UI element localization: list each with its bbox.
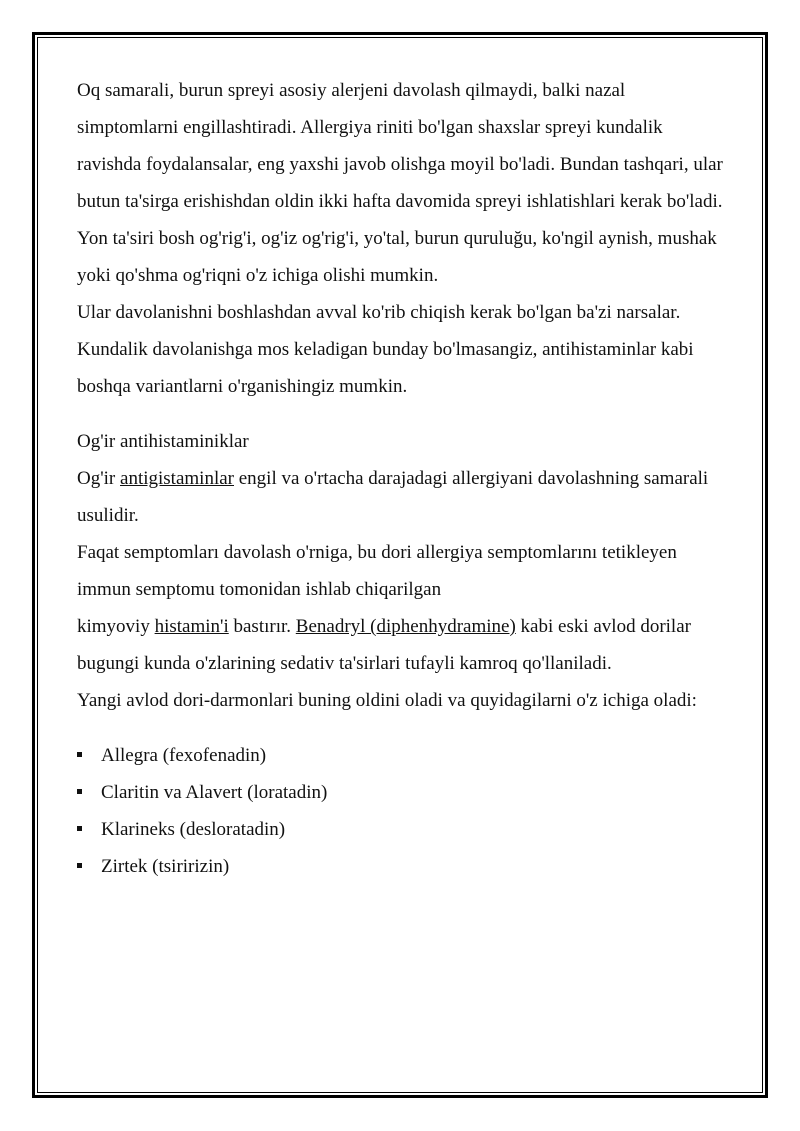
paragraph-gap bbox=[77, 719, 727, 737]
list-item bbox=[77, 774, 727, 811]
list-item bbox=[77, 737, 727, 774]
list-item-label: Klarineks (desloratadin) bbox=[101, 819, 286, 840]
paragraph-nasal-spray: Oq samarali, burun spreyi asosiy alerjeni davolash qilmaydi, balki nazal simptomlarni engillashtiradi. Allergiya riniti bo'lgan shaxslar spreyi kundalik ravishda foydalansalar, eng yaxshi javob olishga moyil bo'ladi. Bundan tashqari, ular butun ta'sirga erishishdan oldin ikki hafta davomida spreyi ishlatishlari kerak bo'ladi. bbox=[77, 80, 723, 212]
list-item-label: Zirtek (tsiririzin) bbox=[101, 856, 230, 877]
list-item bbox=[77, 848, 727, 885]
document-body bbox=[77, 72, 727, 885]
text-segment: bastırır. bbox=[228, 616, 296, 637]
list-item-label: Allegra (fexofenadin) bbox=[101, 745, 267, 766]
antigistaminlar-link[interactable]: antigistaminlar bbox=[120, 468, 234, 489]
paragraph-mechanism bbox=[77, 534, 727, 682]
paragraph-considerations: Ular davolanishni boshlashdan avval ko'rib chiqish kerak bo'lgan ba'zi narsalar. Kundalik davolanishga mos keladigan bunday bo'lmasangiz, antihistaminlar kabi boshqa variantlarni o'rganishingiz mumkin. bbox=[77, 302, 694, 397]
list-item-label: Claritin va Alavert (loratadin) bbox=[101, 782, 328, 803]
benadryl-link[interactable]: Benadryl (diphenhydramine) bbox=[295, 616, 516, 637]
text-segment: Og'ir bbox=[77, 468, 121, 489]
text-segment: kimyoviy bbox=[77, 616, 155, 637]
text-segment: engil va o'rtacha darajadagi allergiyani davolashning samarali usulidir. bbox=[77, 468, 709, 526]
list-item bbox=[77, 811, 727, 848]
paragraph-side-effects: Yon ta'siri bosh og'rig'i, og'iz og'rig'i, yo'tal, burun quruluğu, ko'ngil aynish, mushak yoki qo'shma og'riqni o'z ichiga olishi mumkin. bbox=[77, 228, 717, 286]
histamine-link[interactable]: histamin'i bbox=[154, 616, 229, 637]
paragraph-gap bbox=[77, 405, 727, 423]
square-bullet-icon bbox=[77, 789, 82, 794]
square-bullet-icon bbox=[77, 752, 82, 757]
square-bullet-icon bbox=[77, 826, 82, 831]
paragraph-new-generation: Yangi avlod dori-darmonlari buning oldini oladi va quyidagilarni o'z ichiga oladi: bbox=[77, 690, 697, 711]
paragraph-antihistamines bbox=[77, 460, 727, 534]
square-bullet-icon bbox=[77, 863, 82, 868]
text-segment: Faqat semptomları davolash o'rniga, bu dori allergiya semptomlarını tetikleyen immun semptomu tomonidan ishlab chiqarilgan bbox=[77, 542, 677, 600]
text-segment: kabi eski avlod dorilar bugungi kunda o'zlarining sedativ ta'sirlari tufayli kamroq qo'llaniladi. bbox=[77, 616, 691, 674]
section-heading: Og'ir antihistaminiklar bbox=[77, 431, 249, 452]
medication-list bbox=[77, 737, 727, 885]
